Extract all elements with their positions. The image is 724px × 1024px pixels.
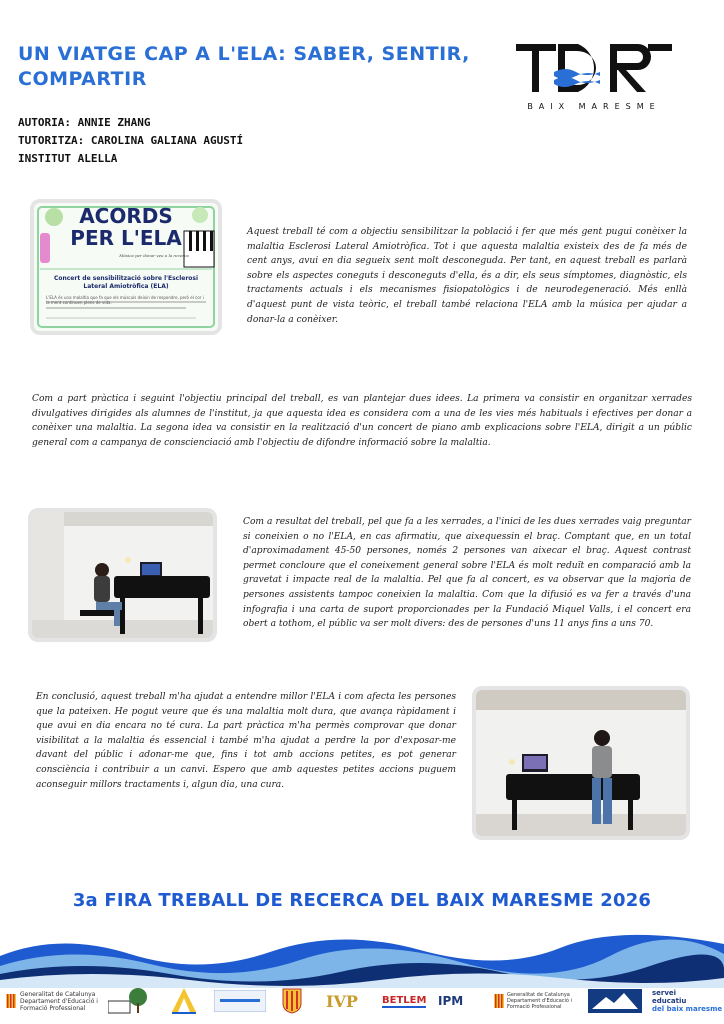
poster-tagline: Música per donar veu a la recerca bbox=[119, 253, 189, 258]
speaker-photo-graphic bbox=[476, 690, 686, 836]
tdr-logo-mark bbox=[514, 36, 674, 98]
servei-line-3: del baix maresme bbox=[652, 1005, 723, 1013]
institut-a-logo bbox=[170, 984, 198, 1018]
school-line: INSTITUT ALELLA bbox=[18, 152, 118, 165]
ivp-text: IVP bbox=[326, 991, 358, 1011]
servei-line-2: educatiu bbox=[652, 997, 687, 1005]
institut-teia-logo bbox=[214, 984, 266, 1018]
gencat-text: Generalitat de Catalunya Departament d'Educació i Formació Professional bbox=[20, 990, 98, 1012]
intro-paragraph: Aquest treball té com a objectiu sensibilitzar la població i fer que més gent pugui conèixer la malaltia Esclerosi Lateral Amiotròfica. Tot i que aquesta malaltia existeix des de fa més de cent anys, avui en dia segueix sent molt desconeguda. Per tant, en aquest treball es parlarà sobre els aspectes coneguts i desconeguts d'ella, és a dir, els seus símptomes, diagnòstic, els tractaments actuals i els mecanismes fisiopatològics i de neurodegeneració. Més enllà d'aquest punt de vista teòric, el treball també relaciona l'ELA amb la música per ajudar a donar-la a conèixer. bbox=[247, 227, 687, 325]
credits bbox=[18, 114, 243, 168]
gencat-flag-icon bbox=[6, 994, 16, 1008]
ivp-logo bbox=[326, 984, 358, 1018]
ipm-text: IPM bbox=[438, 994, 464, 1008]
poster-body: L'ELA és una malaltia que fa que els músculs deixin de respondre, però el cor i la ment continuen plens de vida. bbox=[46, 295, 204, 305]
letter-a-icon bbox=[170, 986, 198, 1016]
tutor-line: TUTORITZA: CAROLINA GALIANA AGUSTÍ bbox=[18, 134, 244, 147]
logo-subtitle: BAIX MARESME bbox=[527, 102, 661, 111]
gencat-tiana-text: Generalitat de Catalunya Departament d'Educació i Formació Professional bbox=[507, 992, 572, 1010]
mountain-logo bbox=[588, 984, 642, 1018]
results-paragraph: Com a resultat del treball, pel que fa a les xerrades, a l'inici de les dues xerrades vaig preguntar si coneixien o no l'ELA, en cas afirmatiu, que aixequessin el braç. Comptant que, en un total d'aproximadament 45-50 persones, només 2 persones van aixecar el braç. Aquest contrast permet concloure que el coneixement general sobre l'ELA és molt reduït en comparació amb la gravetat i impacte real de la malaltia. Pel que fa al concert, es va observar que la majoria de persones assistents tampoc coneixien la malaltia. Com que la difusió es va fer a través d'una infografia i una carta de suport proporcionades per la Fundació Miquel Valls, i el concert era obert a tothom, el públic va ser molt divers: des de persones d'uns 11 anys fins a uns 70. bbox=[243, 517, 691, 630]
sponsor-logos bbox=[0, 984, 724, 1024]
author-line: AUTORIA: ANNIE ZHANG bbox=[18, 116, 151, 129]
concert-photo-speaker bbox=[476, 690, 686, 836]
practice-paragraph: Com a part pràctica i seguint l'objectiu principal del treball, es van plantejar dues idees. La primera va consistir en organitzar xerrades divulgatives dirigides als alumnes de l'institut, ja que aquesta idea es considera com a una de les vies més habituals i efectives per donar a conèixer una malaltia. La segona idea va consistir en la realització d'un concert de piano amb explicacions sobre l'ELA, dirigit a un públic general com a campanya de conscienciació amb l'objectiu de difondre informació sobre la malaltia. bbox=[32, 394, 692, 448]
tree-icon bbox=[108, 987, 150, 1015]
shield-icon bbox=[282, 988, 302, 1014]
ipm-logo bbox=[438, 984, 463, 1018]
teia-icon bbox=[214, 990, 266, 1012]
concert-photo-piano bbox=[32, 512, 213, 638]
concert-poster-image bbox=[34, 203, 218, 331]
gencat-logo bbox=[6, 984, 112, 1018]
betlem-logo bbox=[382, 984, 426, 1018]
poster-title-1: ACORDS bbox=[79, 204, 173, 228]
wave-decoration bbox=[0, 928, 724, 988]
piano-photo-graphic bbox=[32, 512, 213, 638]
tree-logo bbox=[108, 984, 150, 1018]
mountain-icon bbox=[588, 989, 642, 1013]
betlem-text: BETLEM bbox=[382, 994, 427, 1006]
poster-concert: Concert de sensibilització sobre l'Esclerosi Lateral Amiotròfica (ELA) bbox=[53, 275, 199, 290]
shield-logo bbox=[282, 984, 302, 1018]
servei-line-1: servei bbox=[652, 989, 677, 997]
tdr-logo bbox=[514, 36, 674, 116]
poster-title: UN VIATGE CAP A L'ELA: SABER, SENTIR, COMPARTIR bbox=[18, 43, 470, 90]
servei-educatiu-logo bbox=[652, 984, 722, 1018]
poster-title-2: PER L'ELA bbox=[70, 226, 182, 250]
gencat-tiana-logo bbox=[494, 984, 579, 1018]
fair-title: 3a FIRA TREBALL DE RECERCA DEL BAIX MARESME 2026 bbox=[72, 890, 652, 911]
conclusion-paragraph: En conclusió, aquest treball m'ha ajudat a entendre millor l'ELA i com afecta les persones que la pateixen. He pogut veure que és una malaltia molt dura, que avança ràpidament i que avui en dia encara no té cura. La part pràctica m'ha permès comprovar que donar visibilitat a la malaltia és essencial i també m'ha ajudat a perdre la por d'exposar-me davant del públic i adonar-me que, fins i tot amb accions petites, es pot generar consciència i contribuir a un canvi. Espero que amb aquestes petites accions puguem aconseguir millors tractaments i, algun dia, una cura. bbox=[36, 692, 456, 790]
gencat-flag-icon-2 bbox=[494, 994, 504, 1008]
